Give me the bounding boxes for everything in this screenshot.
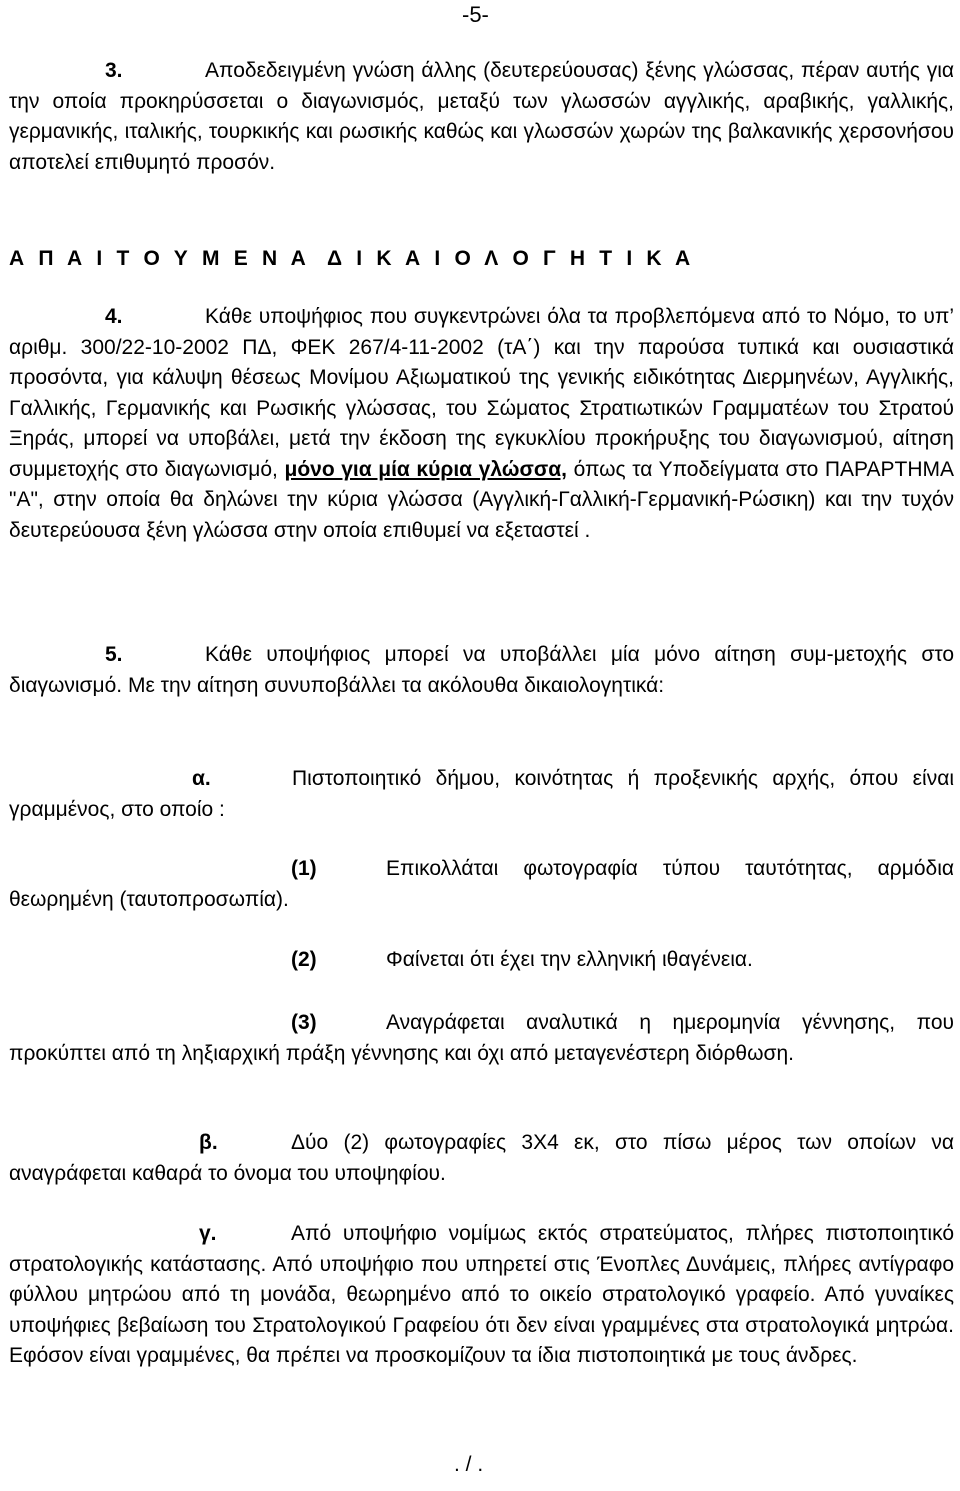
paragraph-3 [9, 56, 954, 178]
paragraph-4-number: 4. [105, 305, 123, 328]
page-number: -5- [462, 2, 489, 27]
item-c [9, 1219, 954, 1372]
section-heading [9, 244, 693, 275]
item-c-number: γ. [199, 1222, 217, 1245]
item-b-text: Δύο (2) φωτογραφίες 3Χ4 εκ, στο πίσω μέρος των οποίων να αναγράφεται καθαρά το όνομα του υποψηφίου. [9, 1131, 954, 1185]
heading-part-1: Α Π Α Ι Τ Ο Υ Μ Ε Ν Α [9, 247, 309, 270]
paragraph-5-text: Κάθε υποψήφιος μπορεί να υποβάλλει μία μόνο αίτηση συμ-μετοχής στο διαγωνισμό. Με την αίτηση συνυποβάλλει τα ακόλουθα δικαιολογητικά: [9, 643, 954, 697]
item-a-text: Πιστοποιητικό δήμου, κοινότητας ή προξενικής αρχής, όπου είναι γραμμένος, στο οποίο : [9, 767, 954, 821]
sub-item-3-text: Αναγράφεται αναλυτικά η ημερομηνία γέννησης, που προκύπτει από τη ληξιαρχική πράξη γέννησης και όχι από μεταγενέστερη διόρθωση. [9, 1011, 954, 1065]
sub-item-3 [9, 1008, 954, 1069]
paragraph-4 [9, 302, 954, 546]
sub-item-2-text: Φαίνεται ότι έχει την ελληνική ιθαγένεια. [386, 948, 753, 971]
paragraph-5 [9, 640, 954, 701]
item-c-text: Από υποψήφιο νομίμως εκτός στρατεύματος, πλήρες πιστοποιητικό στρατολογικής κατάστασης. Από υποψήφιο που υπηρετεί στις Ένοπλες Δυνάμεις, πλήρες αντίγραφο φύλλου μητρώου από τη μονάδα, θεωρημένο από το οικείο στρατολογικό γραφείο. Από γυναίκες υποψήφιες βεβαίωση του Στρατολογικού Γραφείου ότι δεν είναι γραμμένες στα στρατολογικά μητρώα. Εφόσον είναι γραμμένες, θα πρέπει να προσκομίζουν τα ίδια πιστοποιητικά με τους άνδρες. [9, 1222, 954, 1367]
item-b-number: β. [199, 1131, 218, 1154]
paragraph-4-text-after: όπως τα Υποδείγματα στο ΠΑΡΑΡΤΗΜΑ "Α", στην οποία θα δηλώνει την κύρια γλώσσα (Αγγλική-Γαλλική-Γερμανική-Ρώσικη) και την τυχόν δευτερεύουσα ξένη γλώσσα στην οποία επιθυμεί να εξεταστεί . [9, 457, 954, 542]
sub-item-2 [9, 945, 954, 976]
paragraph-3-number: 3. [105, 59, 123, 82]
item-a-number: α. [192, 767, 211, 790]
continuation-mark: . / . [454, 1453, 484, 1476]
sub-item-1-text: Επικολλάται φωτογραφία τύπου ταυτότητας, αρμόδια θεωρημένη (ταυτοπροσωπία). [9, 857, 954, 911]
sub-item-1-number: (1) [291, 857, 317, 880]
sub-item-2-number: (2) [291, 948, 317, 971]
sub-item-3-number: (3) [291, 1011, 317, 1034]
paragraph-5-number: 5. [105, 643, 123, 666]
paragraph-4-text-before: Κάθε υποψήφιος που συγκεντρώνει όλα τα προβλεπόμενα από το Νόμο, το υπ’ αριθμ. 300/22-10-2002 ΠΔ, ΦΕΚ 267/4-11-2002 (τΑ΄) και την παρούσα τυπικά και ουσιαστικά προσόντα, για κάλυψη θέσεως Μονίμου Αξιωματικού της γενικής ειδικότητας Διερμηνέων, Αγγλικής, Γαλλικής, Γερμανικής και Ρωσικής γλώσσας, του Σώματος Στρατιωτικών Γραμματέων του Στρατού Ξηράς, μπορεί να υποβάλει, μετά την έκδοση της εγκυκλίου προκήρυξης του διαγωνισμού, αίτηση συμμετοχής στο διαγωνισμό, [9, 305, 954, 481]
paragraph-4-emphasis: μόνο για μία κύρια γλώσσα, [284, 457, 567, 481]
sub-item-1 [9, 854, 954, 915]
item-b [9, 1128, 954, 1189]
heading-part-2: Δ Ι Κ Α Ι Ο Λ Ο Γ Η Τ Ι Κ Α [326, 247, 694, 270]
item-a [9, 764, 954, 825]
paragraph-3-text: Αποδεδειγμένη γνώση άλλης (δευτερεύουσας) ξένης γλώσσας, πέραν αυτής για την οποία προκηρύσσεται ο διαγωνισμός, μεταξύ των γλωσσών αγγλικής, αραβικής, γαλλικής, γερμανικής, ιταλικής, τουρκικής και ρωσικής καθώς και γλωσσών χωρών της βαλκανικής χερσονήσου αποτελεί επιθυμητό προσόν. [9, 59, 954, 174]
